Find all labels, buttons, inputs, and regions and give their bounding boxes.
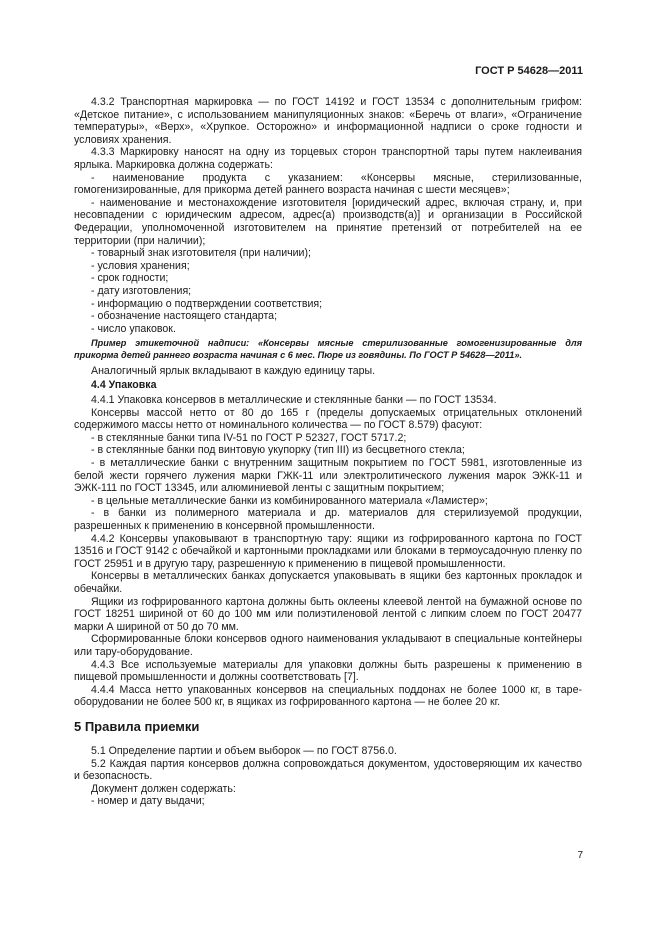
- page-number: 7: [577, 850, 583, 861]
- list-item: - наименование продукта с указанием: «Консервы мясные, стерилизованные, гомогенизированные, для прикорма детей раннего возраста начиная с шести месяцев»;: [74, 171, 582, 197]
- list-item: - в стеклянные банки под винтовую укупорку (тип III) из бесцветного стекла;: [91, 444, 465, 457]
- paragraph: Сформированные блоки консервов одного наименования укладывают в специальные контейнеры или тару-оборудование.: [74, 633, 582, 658]
- paragraph-4-4-1: 4.4.1 Упаковка консервов в металлические и стеклянные банки — по ГОСТ 13534.: [91, 394, 497, 407]
- list-item: - в банки из полимерного материала и др. материалов для стерилизуемой продукции, разрешенных к применению в консервной промышленности.: [74, 507, 582, 532]
- paragraph: Консервы в металлических банках допускается упаковывать в ящики без картонных прокладок и обечайки.: [74, 570, 582, 595]
- list-item: - срок годности;: [91, 272, 169, 285]
- list-item: - в стеклянные банки типа IV-51 по ГОСТ Р 52327, ГОСТ 5717.2;: [91, 431, 407, 444]
- paragraph: Документ должен содержать:: [91, 782, 236, 795]
- list-item: - дату изготовления;: [91, 284, 192, 297]
- standard-header: ГОСТ Р 54628—2011: [475, 65, 583, 77]
- paragraph: Аналогичный ярлык вкладывают в каждую единицу тары.: [91, 364, 376, 377]
- list-item: - в цельные металлические банки из комбинированного материала «Ламистер»;: [91, 494, 488, 507]
- body-text: [74, 96, 582, 808]
- paragraph-4-4-2: 4.4.2 Консервы упаковывают в транспортную тару: ящики из гофрированного картона по ГОСТ 13516 и ГОСТ 9142 с обечайкой и картонными прокладками или блоками в термоусадочную пленку по ГОСТ 25951 и в другую тару, разрешенную к применению в пищевой промышленности.: [74, 532, 582, 570]
- list-item: - число упаковок.: [91, 322, 176, 335]
- list-item: - наименование и местонахождение изготовителя [юридический адрес, включая страну, и, при несовпадении с юридическим адресом, адрес(а) производств(а)] и организации в Российской Федерации, уполномоченной изготовителем на принятие претензий от потребителей на ее территории (при наличии);: [74, 196, 582, 247]
- list-item: - в металлические банки с внутренним защитным покрытием по ГОСТ 5981, изготовленные из белой жести горячего лужения марки ГЖК-11 или электролитического лужения марок ЭЖК-11 и ЭЖК-111 по ГОСТ 13345, или алюминиевой ленты с защитным покрытием;: [74, 457, 582, 495]
- list-item: - обозначение настоящего стандарта;: [91, 310, 278, 323]
- paragraph: Ящики из гофрированного картона должны быть оклеены клеевой лентой на бумажной основе по ГОСТ 18251 шириной от 60 до 100 мм или полиэтиленовой лентой с липким слоем по ГОСТ 20477 марки А шириной от 50 до 70 мм.: [74, 595, 582, 633]
- section-heading-5: 5 Правила приемки: [74, 718, 200, 734]
- paragraph: Консервы массой нетто от 80 до 165 г (пределы допускаемых отрицательных отклонений содержимого массы нетто от номинального количества — по ГОСТ 8.579) фасуют:: [74, 406, 582, 432]
- list-item: - условия хранения;: [91, 259, 190, 272]
- paragraph-4-3-2: 4.3.2 Транспортная маркировка — по ГОСТ 14192 и ГОСТ 13534 с дополнительным грифом: «Детское питание», с использованием манипуляционных знаков: «Беречь от влаги», «Ограничение температуры», «Верх», «Хрупкое. Осторожно» и информационной надписи о сроке годности и условиях хранения.: [74, 96, 582, 146]
- paragraph-5-1: 5.1 Определение партии и объем выборок — по ГОСТ 8756.0.: [91, 744, 397, 757]
- list-item: - товарный знак изготовителя (при наличии);: [91, 247, 311, 260]
- paragraph-4-3-3: 4.3.3 Маркировку наносят на одну из торцевых сторон транспортной тары путем наклеивания ярлыка. Маркировка должна содержать:: [74, 146, 582, 171]
- paragraph-5-2: 5.2 Каждая партия консервов должна сопровождаться документом, удостоверяющим их качество и безопасность.: [74, 757, 582, 783]
- list-item: - информацию о подтверждении соответствия;: [91, 297, 323, 310]
- section-heading-4-4: 4.4 Упаковка: [91, 379, 157, 392]
- paragraph-4-4-3: 4.4.3 Все используемые материалы для упаковки должны быть разрешены к применению в пищевой промышленности и должны соответствовать [7].: [74, 658, 582, 684]
- label-example: Пример этикеточной надписи: «Консервы мясные стерилизованные гомогенизированные для прикорма детей раннего возраста начиная с 6 мес. Пюре из говядины. По ГОСТ Р 54628—2011».: [74, 338, 582, 361]
- list-item: - номер и дату выдачи;: [91, 795, 205, 808]
- paragraph-4-4-4: 4.4.4 Масса нетто упакованных консервов на специальных поддонах не более 1000 кг, в таре-оборудовании не более 500 кг, в ящиках из гофрированного картона — не более 20 кг.: [74, 683, 582, 709]
